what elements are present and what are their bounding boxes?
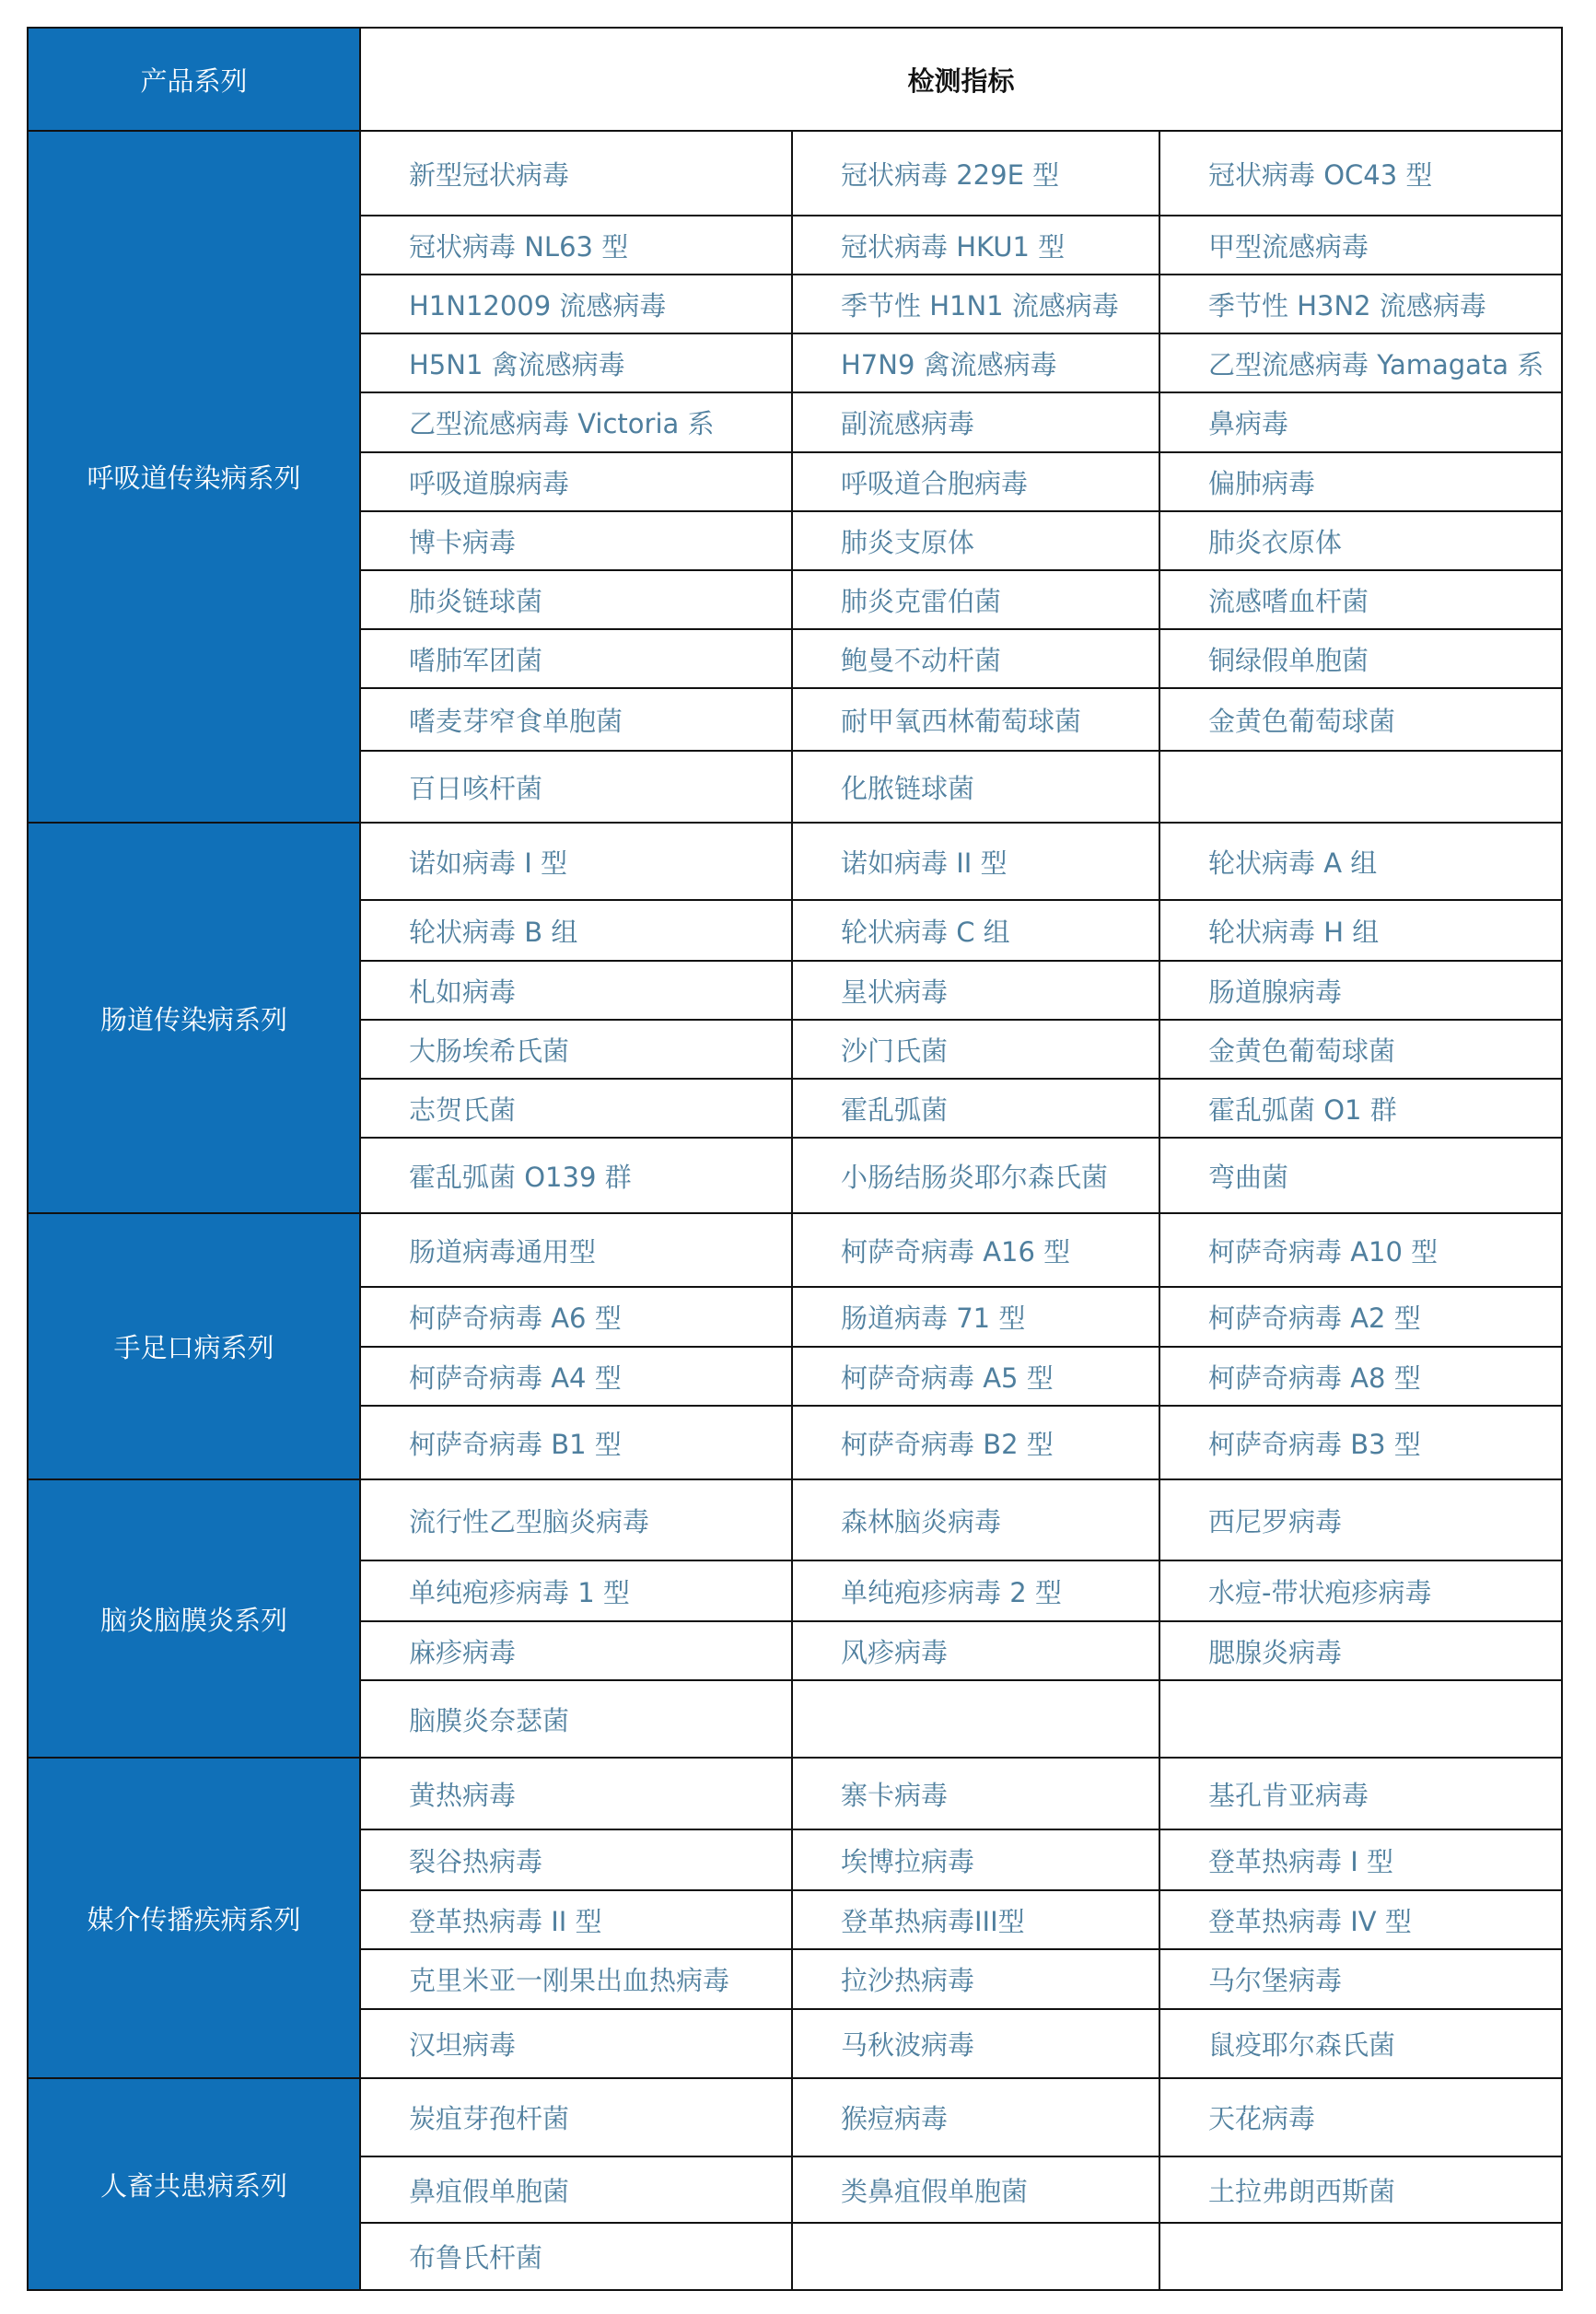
indicators-header: 检测指标 xyxy=(360,28,1562,131)
indicator-cell: 腮腺炎病毒 xyxy=(1159,1621,1562,1680)
indicator-cell: 新型冠状病毒 xyxy=(360,131,792,216)
indicator-cell: 风疹病毒 xyxy=(792,1621,1159,1680)
table-row xyxy=(28,2078,1562,2156)
indicator-cell: 札如病毒 xyxy=(360,961,792,1020)
indicator-cell: 呼吸道合胞病毒 xyxy=(792,452,1159,511)
indicator-cell: 柯萨奇病毒 A16 型 xyxy=(792,1213,1159,1287)
indicator-cell: H1N12009 流感病毒 xyxy=(360,275,792,333)
indicator-cell: 偏肺病毒 xyxy=(1159,452,1562,511)
series-header: 产品系列 xyxy=(28,28,360,131)
indicator-cell: 副流感病毒 xyxy=(792,392,1159,452)
indicator-cell: 汉坦病毒 xyxy=(360,2009,792,2078)
series-name: 呼吸道传染病系列 xyxy=(28,131,360,823)
indicator-cell: 弯曲菌 xyxy=(1159,1138,1562,1213)
indicator-cell: 季节性 H1N1 流感病毒 xyxy=(792,275,1159,333)
indicator-cell: 鼠疫耶尔森氏菌 xyxy=(1159,2009,1562,2078)
indicator-cell: 轮状病毒 A 组 xyxy=(1159,823,1562,900)
indicator-cell xyxy=(1159,2223,1562,2290)
indicator-cell: 柯萨奇病毒 B2 型 xyxy=(792,1406,1159,1479)
indicator-cell: 肺炎衣原体 xyxy=(1159,511,1562,570)
indicator-cell: 类鼻疽假单胞菌 xyxy=(792,2156,1159,2223)
indicator-cell: 肺炎链球菌 xyxy=(360,570,792,629)
indicator-cell: 柯萨奇病毒 A4 型 xyxy=(360,1347,792,1406)
series-name: 脑炎脑膜炎系列 xyxy=(28,1479,360,1758)
indicator-cell: 轮状病毒 B 组 xyxy=(360,900,792,961)
series-name: 人畜共患病系列 xyxy=(28,2078,360,2290)
indicator-cell: 乙型流感病毒 Victoria 系 xyxy=(360,392,792,452)
indicator-cell: 志贺氏菌 xyxy=(360,1079,792,1138)
series-name: 肠道传染病系列 xyxy=(28,823,360,1213)
indicator-cell: 麻疹病毒 xyxy=(360,1621,792,1680)
indicator-cell xyxy=(1159,751,1562,823)
indicator-cell: 霍乱弧菌 xyxy=(792,1079,1159,1138)
indicator-cell: 登革热病毒 II 型 xyxy=(360,1890,792,1949)
indicator-cell: 克里米亚一刚果出血热病毒 xyxy=(360,1949,792,2009)
series-name: 手足口病系列 xyxy=(28,1213,360,1479)
indicator-cell: 寨卡病毒 xyxy=(792,1758,1159,1829)
indicator-cell: 流感嗜血杆菌 xyxy=(1159,570,1562,629)
indicator-cell: 西尼罗病毒 xyxy=(1159,1479,1562,1560)
indicator-cell: 小肠结肠炎耶尔森氏菌 xyxy=(792,1138,1159,1213)
indicator-cell: 单纯疱疹病毒 2 型 xyxy=(792,1560,1159,1621)
indicator-cell: 登革热病毒 I 型 xyxy=(1159,1829,1562,1890)
indicator-cell: 肠道腺病毒 xyxy=(1159,961,1562,1020)
indicator-cell: 百日咳杆菌 xyxy=(360,751,792,823)
indicator-cell: 猴痘病毒 xyxy=(792,2078,1159,2156)
indicator-cell: 霍乱弧菌 O139 群 xyxy=(360,1138,792,1213)
indicator-cell: 鲍曼不动杆菌 xyxy=(792,629,1159,688)
indicator-cell: 柯萨奇病毒 B1 型 xyxy=(360,1406,792,1479)
table-row xyxy=(28,131,1562,216)
indicator-cell: 鼻疽假单胞菌 xyxy=(360,2156,792,2223)
series-name: 媒介传播疾病系列 xyxy=(28,1758,360,2078)
indicator-cell: 单纯疱疹病毒 1 型 xyxy=(360,1560,792,1621)
indicator-cell: 呼吸道腺病毒 xyxy=(360,452,792,511)
indicator-cell: 登革热病毒 IV 型 xyxy=(1159,1890,1562,1949)
indicator-cell: 柯萨奇病毒 A8 型 xyxy=(1159,1347,1562,1406)
indicator-cell: 星状病毒 xyxy=(792,961,1159,1020)
indicator-cell: 土拉弗朗西斯菌 xyxy=(1159,2156,1562,2223)
indicator-cell: 肠道病毒 71 型 xyxy=(792,1287,1159,1347)
indicator-cell: H5N1 禽流感病毒 xyxy=(360,333,792,392)
indicator-cell: 诺如病毒 II 型 xyxy=(792,823,1159,900)
indicator-cell: 冠状病毒 NL63 型 xyxy=(360,216,792,275)
indicator-cell: 黄热病毒 xyxy=(360,1758,792,1829)
indicator-cell: 铜绿假单胞菌 xyxy=(1159,629,1562,688)
indicator-cell: 季节性 H3N2 流感病毒 xyxy=(1159,275,1562,333)
header-row xyxy=(28,28,1562,131)
table-row xyxy=(28,1479,1562,1560)
indicator-cell: 天花病毒 xyxy=(1159,2078,1562,2156)
indicator-cell: 脑膜炎奈瑟菌 xyxy=(360,1680,792,1758)
indicator-cell: 裂谷热病毒 xyxy=(360,1829,792,1890)
indicator-cell: H7N9 禽流感病毒 xyxy=(792,333,1159,392)
indicator-cell: 金黄色葡萄球菌 xyxy=(1159,688,1562,751)
table-row xyxy=(28,823,1562,900)
indicator-cell: 冠状病毒 229E 型 xyxy=(792,131,1159,216)
indicator-cell: 乙型流感病毒 Yamagata 系 xyxy=(1159,333,1562,392)
indicator-cell: 轮状病毒 H 组 xyxy=(1159,900,1562,961)
indicator-cell xyxy=(792,1680,1159,1758)
indicator-cell: 马尔堡病毒 xyxy=(1159,1949,1562,2009)
indicator-cell: 布鲁氏杆菌 xyxy=(360,2223,792,2290)
indicator-cell: 柯萨奇病毒 A6 型 xyxy=(360,1287,792,1347)
indicator-cell: 森林脑炎病毒 xyxy=(792,1479,1159,1560)
indicator-cell: 冠状病毒 OC43 型 xyxy=(1159,131,1562,216)
indicator-cell: 埃博拉病毒 xyxy=(792,1829,1159,1890)
detection-table xyxy=(27,27,1563,2291)
indicator-cell: 化脓链球菌 xyxy=(792,751,1159,823)
indicator-cell: 肠道病毒通用型 xyxy=(360,1213,792,1287)
indicator-cell: 鼻病毒 xyxy=(1159,392,1562,452)
indicator-cell: 沙门氏菌 xyxy=(792,1020,1159,1079)
indicator-cell: 金黄色葡萄球菌 xyxy=(1159,1020,1562,1079)
indicator-cell: 拉沙热病毒 xyxy=(792,1949,1159,2009)
indicator-cell: 基孔肯亚病毒 xyxy=(1159,1758,1562,1829)
indicator-cell: 登革热病毒III型 xyxy=(792,1890,1159,1949)
indicator-cell: 冠状病毒 HKU1 型 xyxy=(792,216,1159,275)
indicator-cell: 柯萨奇病毒 B3 型 xyxy=(1159,1406,1562,1479)
indicator-cell: 炭疽芽孢杆菌 xyxy=(360,2078,792,2156)
indicator-cell: 柯萨奇病毒 A10 型 xyxy=(1159,1213,1562,1287)
indicator-cell: 水痘-带状疱疹病毒 xyxy=(1159,1560,1562,1621)
indicator-cell: 嗜肺军团菌 xyxy=(360,629,792,688)
table-row xyxy=(28,1213,1562,1287)
indicator-cell: 诺如病毒 I 型 xyxy=(360,823,792,900)
indicator-cell: 肺炎支原体 xyxy=(792,511,1159,570)
indicator-cell xyxy=(792,2223,1159,2290)
indicator-cell: 马秋波病毒 xyxy=(792,2009,1159,2078)
indicator-cell: 嗜麦芽窄食单胞菌 xyxy=(360,688,792,751)
indicator-cell: 柯萨奇病毒 A5 型 xyxy=(792,1347,1159,1406)
indicator-cell: 流行性乙型脑炎病毒 xyxy=(360,1479,792,1560)
indicator-cell: 肺炎克雷伯菌 xyxy=(792,570,1159,629)
table-row xyxy=(28,1758,1562,1829)
indicator-cell xyxy=(1159,1680,1562,1758)
indicator-cell: 霍乱弧菌 O1 群 xyxy=(1159,1079,1562,1138)
indicator-cell: 耐甲氧西林葡萄球菌 xyxy=(792,688,1159,751)
indicator-cell: 甲型流感病毒 xyxy=(1159,216,1562,275)
indicator-cell: 大肠埃希氏菌 xyxy=(360,1020,792,1079)
indicator-cell: 柯萨奇病毒 A2 型 xyxy=(1159,1287,1562,1347)
indicator-cell: 轮状病毒 C 组 xyxy=(792,900,1159,961)
indicator-cell: 博卡病毒 xyxy=(360,511,792,570)
